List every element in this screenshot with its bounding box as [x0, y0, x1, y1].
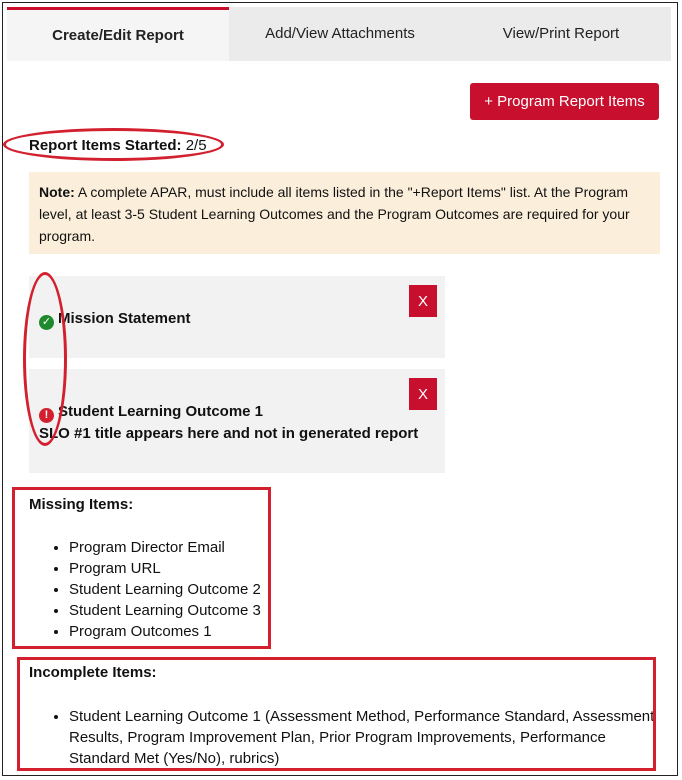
- report-item-title: Mission Statement: [58, 310, 191, 327]
- remove-item-button[interactable]: X: [409, 285, 437, 317]
- report-items-started-label: Report Items Started:: [29, 137, 182, 154]
- report-item-card[interactable]: [29, 369, 445, 473]
- list-item: • Student Learning Outcome 3: [69, 600, 261, 621]
- note-text: A complete APAR, must include all items listed in the "+Report Items" list. At the Program level, at least 3-5 Student Learning Outcomes and the Program Outcomes are required for your program.: [39, 184, 630, 244]
- check-circle-icon: ✓: [39, 315, 54, 330]
- list-item: • Student Learning Outcome 1 (Assessment Method, Performance Standard, Assessment Results, Program Improvement Plan, Prior Program Improvements, Performance Standard Met (Yes/No), rubrics): [69, 706, 669, 769]
- incomplete-items-title: Incomplete Items:: [29, 664, 157, 681]
- note-box: [29, 172, 660, 254]
- report-items-started: [29, 137, 207, 154]
- list-item: • Program URL: [69, 558, 261, 579]
- report-items-started-value: 2/5: [185, 137, 207, 154]
- list-item: • Student Learning Outcome 2: [69, 579, 261, 600]
- report-panel: [2, 2, 678, 776]
- program-report-items-button[interactable]: + Program Report Items: [470, 83, 659, 120]
- report-item-card[interactable]: [29, 276, 445, 358]
- exclamation-circle-icon: !: [39, 408, 54, 423]
- report-item-subtitle: SLO #1 title appears here and not in generated report: [39, 425, 419, 442]
- tab-add-view-attachments[interactable]: Add/View Attachments: [265, 25, 415, 42]
- remove-item-button[interactable]: X: [409, 378, 437, 410]
- missing-items-list: [47, 537, 261, 642]
- main-content: [7, 61, 671, 773]
- list-item: • Program Outcomes 1: [69, 621, 261, 642]
- tab-bar: [7, 7, 671, 61]
- list-item: • Program Director Email: [69, 537, 261, 558]
- tab-create-edit-report[interactable]: Create/Edit Report: [7, 7, 229, 61]
- note-label: Note:: [39, 184, 75, 200]
- tab-view-print-report[interactable]: View/Print Report: [502, 25, 620, 42]
- missing-items-title: Missing Items:: [29, 496, 134, 513]
- report-item-title: Student Learning Outcome 1: [58, 403, 264, 420]
- incomplete-items-list: [47, 706, 669, 769]
